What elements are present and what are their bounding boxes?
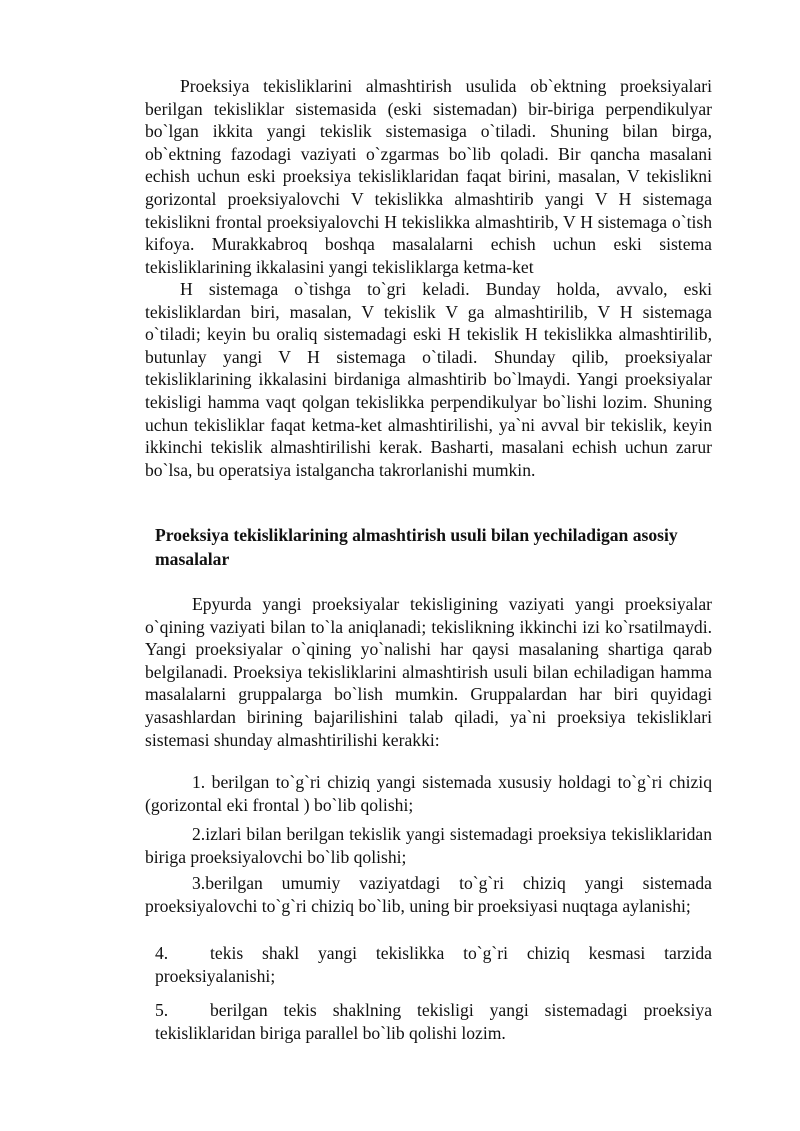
list-item-4 [155, 942, 712, 987]
list-item-4-text: tekis shakl yangi tekislikka to`g`ri chiziq kesmasi tarzida proeksiyalanishi; [155, 943, 712, 986]
list-item-4-number: 4. [155, 943, 169, 963]
paragraph-epyur: Epyurda yangi proeksiyalar tekisligining vaziyati yangi proeksiyalar o`qining vaziyati bilan to`la aniqlanadi; tekislikning ikkinchi izi ko`rsatilmaydi. Yangi proeksiyalar o`qining yo`nalishi har qaysi masalaning shartiga qarab belgilanadi. Proeksiya tekisliklarini almashtirish usuli bilan echiladigan hamma masalalarni gruppalarga bo`lish mumkin. Gruppalardan har biri quyidagi yasashlardan birining bajarilishini talab qiladi, ya`ni proeksiya tekisliklari sistemasi shunday almashtirilishi kerakki: [145, 594, 712, 750]
list-item-1: 1. berilgan to`g`ri chiziq yangi sistemada xususiy holdagi to`g`ri chiziq (gorizontal eki frontal ) bo`lib qolishi; [145, 772, 712, 815]
paragraph-intro: Proeksiya tekisliklarini almashtirish usulida ob`ektning proeksiyalari berilgan tekisliklar sistemasida (eski sistemadan) bir-biriga perpendikulyar bo`lgan ikkita yangi tekislik sistemasiga o`tiladi. Shuning bilan birga, ob`ektning fazodagi vaziyati o`zgarmas bo`lib qoladi. Bir qancha masalani echish uchun eski proeksiya tekisliklaridan faqat birini, masalan, V tekislikni gorizontal proeksiyalovchi V tekislikka almashtirib yangi V H sistemaga tekislikni frontal proeksiyalovchi H tekislikka almashtirib, V H sistemaga o`tish kifoya. Murakkabroq boshqa masalalarni echish uchun eski sistema tekisliklarining ikkalasini yangi tekisliklarga ketma-ket [145, 76, 712, 277]
list-item-2: 2.izlari bilan berilgan tekislik yangi sistemadagi proeksiya tekisliklaridan biriga proeksiyalovchi bo`lib qolishi; [145, 824, 712, 867]
list-item-5 [155, 999, 712, 1044]
paragraph-continuation: H sistemaga o`tishga to`gri keladi. Bunday holda, avvalo, eski tekisliklardan biri, masalan, V tekislik V ga almashtirilib, V H sistemaga o`tiladi; keyin bu oraliq sistemadagi eski H tekislik H tekislikka almashtirilib, butunlay yangi V H sistemaga o`tiladi. Shunday qilib, proeksiyalar tekisliklarining ikkalasini birdaniga almashtirib bo`lmaydi. Yangi proeksiyalar tekisligi hamma vaqt qolgan tekislikka perpendikulyar bo`lishi lozim. Shuning uchun tekisliklar faqat ketma-ket almashtirilishi, ya`ni avval bir tekislik, keyin ikkinchi tekislik almashtirilishi kerak. Basharti, masalani echish uchun zarur bo`lsa, bu operatsiya istalgancha takrorlanishi mumkin. [145, 279, 712, 480]
list-item-3: 3.berilgan umumiy vaziyatdagi to`g`ri chiziq yangi sistemada proeksiyalovchi to`g`ri chiziq bo`lib, uning bir proeksiyasi nuqtaga aylanishi; [145, 873, 712, 916]
list-item-5-number: 5. [155, 1000, 169, 1020]
section-heading: Proeksiya tekisliklarining almashtirish usuli bilan yechiladigan asosiy masalalar [155, 525, 678, 569]
list-item-5-text: berilgan tekis shaklning tekisligi yangi sistemadagi proeksiya tekisliklaridan biriga parallel bo`lib qolishi lozim. [155, 1000, 712, 1043]
